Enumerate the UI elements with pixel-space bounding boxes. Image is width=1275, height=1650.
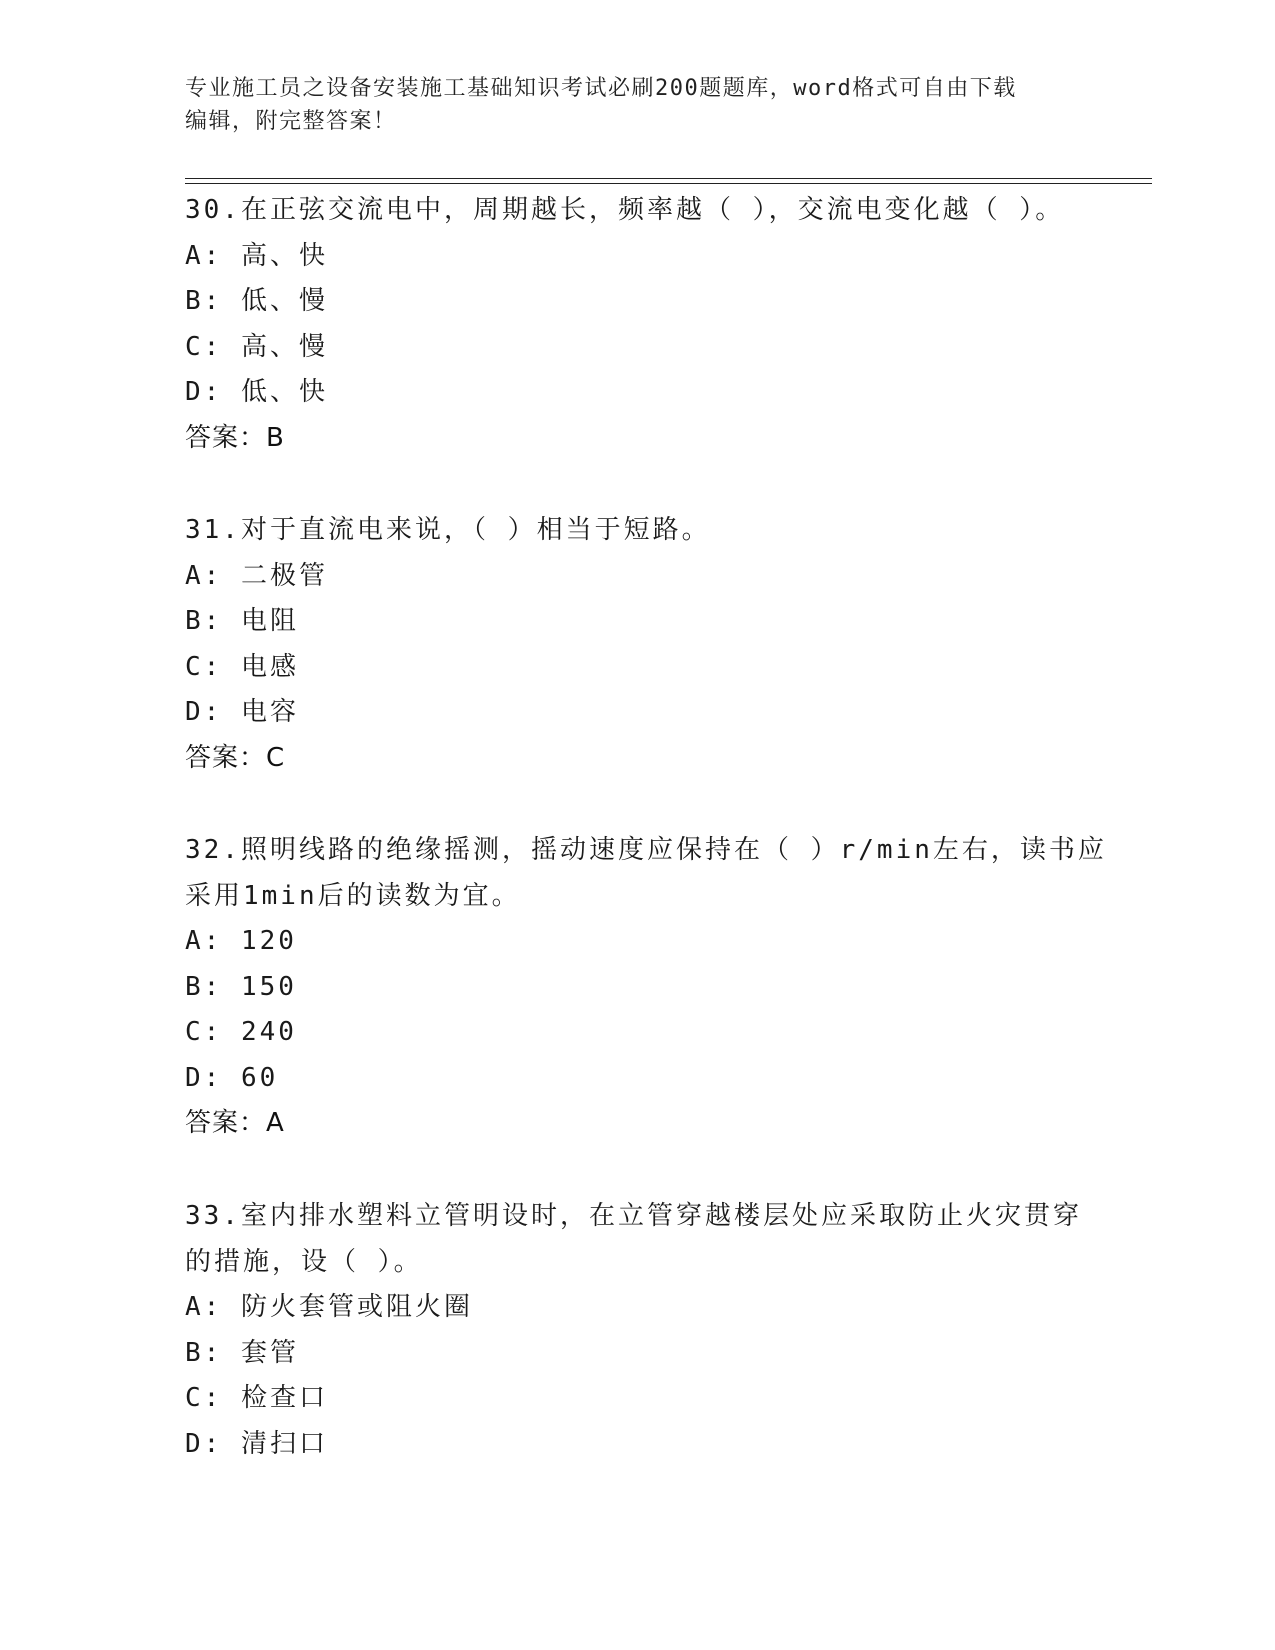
option-c: C: 高、慢: [185, 331, 328, 362]
answer: 答案：B: [185, 422, 285, 453]
option-b: B: 电阻: [185, 606, 299, 636]
option-a: A: 120: [185, 926, 297, 956]
answer: 答案：C: [185, 742, 286, 773]
question-text: 30.在正弦交流电中，周期越长，频率越（ ），交流电变化越（ ）。: [185, 195, 1065, 225]
question-text-line-2: 采用1min后的读数为宜。: [185, 880, 521, 911]
option-d: D: 电容: [185, 697, 299, 727]
question-text-line-2: 的措施，设（ ）。: [185, 1246, 423, 1277]
answer: 答案：A: [185, 1108, 285, 1138]
header-line-2: 编辑，附完整答案！: [185, 109, 397, 134]
option-b: B: 150: [185, 971, 297, 1002]
document-header: [185, 72, 1075, 138]
question-text-line-1: 32.照明线路的绝缘摇测，摇动速度应保持在（ ）r/min左右，读书应: [185, 835, 1107, 865]
question-30: [185, 188, 1085, 461]
question-31: [185, 508, 1085, 781]
option-b: B: 套管: [185, 1337, 299, 1368]
option-a: A: 二极管: [185, 560, 328, 591]
header-divider-top: [185, 178, 1152, 179]
option-d: D: 60: [185, 1062, 279, 1093]
option-a: A: 高、快: [185, 240, 328, 271]
question-text: 31.对于直流电来说，（ ）相当于短路。: [185, 515, 711, 545]
question-33: [185, 1194, 1085, 1467]
header-line-1: 专业施工员之设备安装施工基础知识考试必刷200题题库，word格式可自由下载: [185, 76, 1017, 101]
option-d: D: 低、快: [185, 377, 328, 407]
option-a: A: 防火套管或阻火圈: [185, 1292, 473, 1322]
option-d: D: 清扫口: [185, 1428, 328, 1459]
option-c: C: 检查口: [185, 1383, 328, 1413]
question-text-line-1: 33.室内排水塑料立管明设时，在立管穿越楼层处应采取防止火灾贯穿: [185, 1201, 1082, 1231]
option-c: C: 电感: [185, 651, 299, 682]
question-32: [185, 828, 1107, 1147]
option-b: B: 低、慢: [185, 286, 328, 316]
header-divider-bottom: [185, 183, 1152, 184]
option-c: C: 240: [185, 1017, 297, 1047]
